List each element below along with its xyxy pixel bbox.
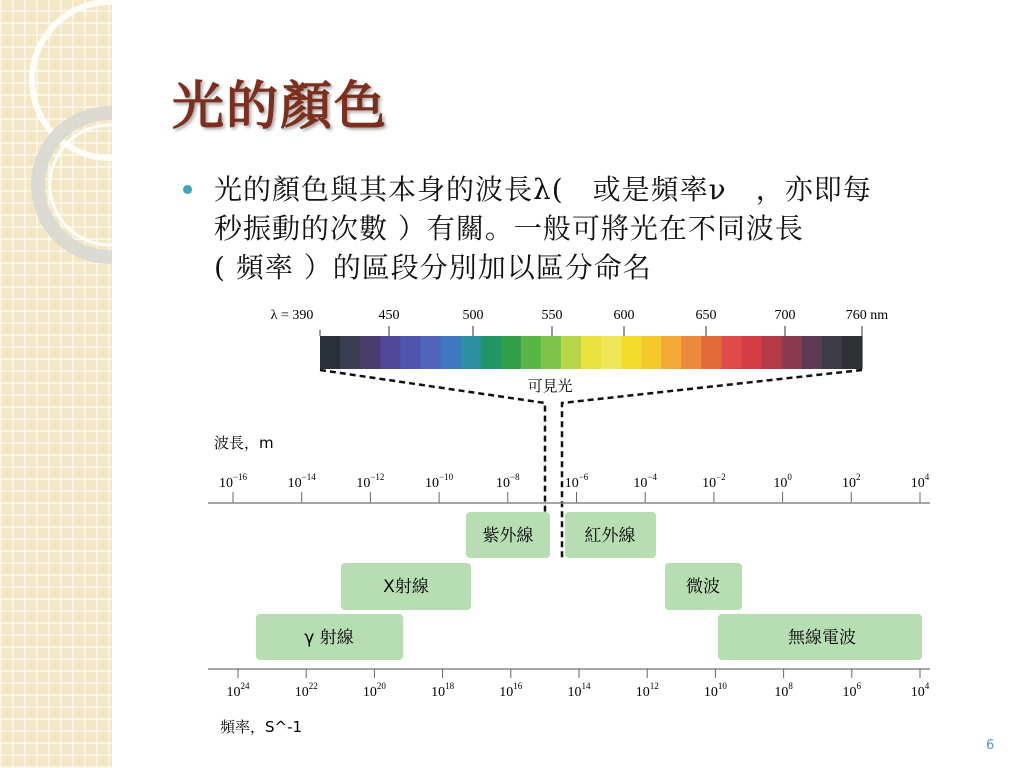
color-stripe: [340, 336, 361, 369]
color-stripe: [400, 336, 421, 369]
visible-color-bar: [320, 336, 863, 369]
color-stripe: [742, 336, 763, 369]
wavelength-tick-label: $10^{-2}$: [702, 472, 726, 491]
frequency-tick-label: $10^4$: [910, 681, 930, 700]
wavelength-tick-label: $10^2$: [842, 472, 861, 491]
page-number: 6: [986, 738, 995, 753]
color-stripe: [822, 336, 843, 369]
bullet-line: 秒振動的次數 ）有關。一般可將光在不同波長: [214, 212, 804, 245]
color-stripe: [842, 336, 863, 369]
color-stripe: [521, 336, 542, 369]
frequency-tick-label: $10^{18}$: [431, 681, 455, 700]
color-stripe: [782, 336, 803, 369]
bullet-line: ( 頻率 ）的區段分別加以區分命名: [214, 251, 652, 284]
visible-light-label: 可見光: [527, 377, 573, 395]
visible-tick-label: 650: [695, 308, 717, 323]
color-stripe: [581, 336, 602, 369]
color-stripe: [721, 336, 742, 369]
frequency-tick-labels: [227, 669, 930, 700]
color-stripe: [440, 336, 461, 369]
visible-tick-label: 500: [462, 308, 484, 323]
electromagnetic-spectrum-diagram: [200, 300, 940, 750]
color-stripe: [661, 336, 682, 369]
color-stripe: [541, 336, 562, 369]
frequency-tick-label: $10^8$: [774, 681, 793, 700]
color-stripe: [561, 336, 582, 369]
wavelength-tick-label: $10^{-10}$: [425, 472, 454, 491]
frequency-tick-label: $10^{10}$: [703, 681, 727, 700]
wavelength-tick-label: $10^{-6}$: [564, 472, 589, 491]
frequency-tick-label: $10^{22}$: [294, 681, 318, 700]
frequency-tick-label: $10^{14}$: [567, 681, 591, 700]
band-label: 微波: [686, 577, 720, 597]
band-label: γ 射線: [304, 628, 354, 648]
wavelength-tick-labels: [219, 472, 930, 503]
bullet-paragraph: [214, 170, 1004, 287]
visible-tick-label: λ = 390: [270, 308, 314, 323]
visible-tick-label: 600: [613, 308, 635, 323]
visible-tick-label: 450: [378, 308, 400, 323]
band-label: 紫外線: [482, 526, 534, 546]
color-stripe: [641, 336, 662, 369]
frequency-tick-label: $10^{16}$: [499, 681, 523, 700]
bullet-line: 光的顏色與其本身的波長λ( 或是頻率ν ，亦即每: [214, 173, 872, 206]
visible-wavelength-labels: [271, 308, 889, 323]
frequency-tick-label: $10^{12}$: [635, 681, 659, 700]
wavelength-tick-label: $10^{-16}$: [218, 472, 248, 491]
visible-tick-label: 550: [541, 308, 563, 323]
color-stripe: [802, 336, 823, 369]
band-boxes: [256, 512, 922, 660]
color-stripe: [461, 336, 482, 369]
band-label: X射線: [383, 577, 429, 597]
decorative-circles: [0, 0, 112, 768]
wavelength-tick-label: $10^{-12}$: [356, 472, 385, 491]
frequency-tick-label: $10^{24}$: [226, 681, 250, 700]
color-stripe: [501, 336, 522, 369]
color-stripe: [762, 336, 783, 369]
band-label: 無線電波: [788, 628, 856, 648]
wavelength-tick-label: $10^{-4}$: [633, 472, 657, 491]
visible-tick-label: 760 nm: [845, 308, 889, 323]
wavelength-axis-label: 波長，m: [214, 434, 274, 452]
color-stripe: [360, 336, 381, 369]
frequency-tick-label: $10^6$: [842, 681, 862, 700]
color-stripe: [320, 336, 341, 369]
band-label: 紅外線: [584, 526, 636, 546]
color-stripe: [601, 336, 622, 369]
wavelength-tick-label: $10^{-14}$: [287, 472, 316, 491]
frequency-tick-label: $10^{20}$: [362, 681, 386, 700]
frequency-axis-label: 頻率，S^-1: [220, 718, 303, 736]
color-stripe: [380, 336, 401, 369]
slide-title: 光的顏色: [172, 77, 389, 137]
wavelength-tick-label: $10^4$: [910, 472, 930, 491]
color-stripe: [420, 336, 441, 369]
visible-tick-label: 700: [774, 308, 796, 323]
color-stripe: [621, 336, 642, 369]
decorative-side-panel: [0, 0, 112, 768]
bullet-marker: [183, 185, 192, 194]
wavelength-tick-label: $10^{-8}$: [496, 472, 520, 491]
wavelength-tick-label: $10^0$: [773, 472, 792, 491]
color-stripe: [681, 336, 702, 369]
color-stripe: [701, 336, 722, 369]
color-stripe: [481, 336, 502, 369]
